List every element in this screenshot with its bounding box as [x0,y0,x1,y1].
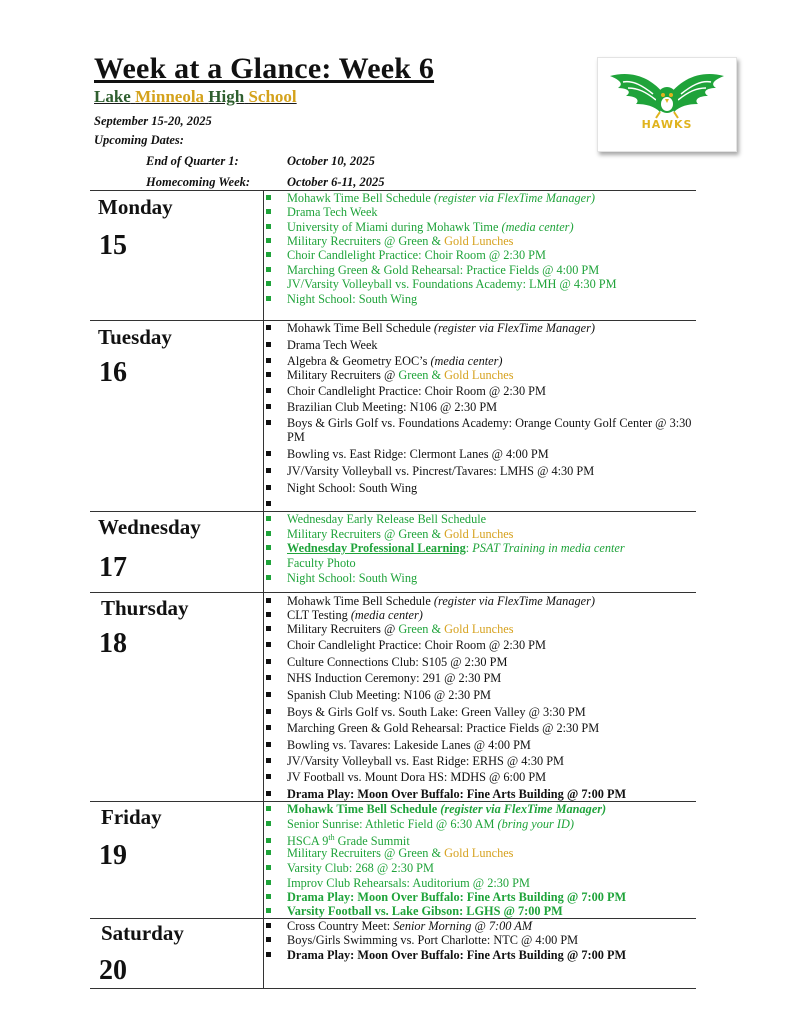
upcoming-label-homecoming: Homecoming Week: [146,175,251,189]
school-word: Minneola [135,87,205,106]
list-item: Varsity Football vs. Lake Gibson: LGHS @ 7:00 PM [266,904,686,918]
day-number-tuesday: 16 [99,357,127,388]
list-item: Military Recruiters @ Green & Gold Lunches [266,368,686,382]
row-divider [90,592,696,593]
school-word: School [248,87,297,106]
list-item: HSCA 9th Grade Summit [266,831,686,848]
list-item: Mohawk Time Bell Schedule (register via FlexTime Manager) [266,191,686,205]
day-name-saturday: Saturday [101,921,184,945]
list-item: Senior Sunrise: Athletic Field @ 6:30 AM (bring your ID) [266,817,686,831]
list-item: Drama Play: Moon Over Buffalo: Fine Arts Building @ 7:00 PM [266,787,686,801]
list-item: Mohawk Time Bell Schedule (register via FlexTime Manager) [266,321,686,335]
list-item: Algebra & Geometry EOC’s (media center) [266,354,686,368]
list-item: Marching Green & Gold Rehearsal: Practice Fields @ 2:30 PM [266,721,686,735]
upcoming-value-quarter: October 10, 2025 [287,154,375,168]
list-item: Boys & Girls Golf vs. Foundations Academy: Orange County Golf Center @ 3:30 PM [266,416,707,444]
list-item: Wednesday Early Release Bell Schedule [266,512,686,526]
list-item: Military Recruiters @ Green & Gold Lunches [266,234,686,248]
list-item: Mohawk Time Bell Schedule (register via FlexTime Manager) [266,802,686,816]
list-item: Cross Country Meet: Senior Morning @ 7:00 AM [266,919,686,933]
list-item: Bowling vs. East Ridge: Clermont Lanes @ 4:00 PM [266,447,686,461]
list-item: Drama Tech Week [266,205,686,219]
upcoming-value-homecoming: October 6-11, 2025 [287,175,385,189]
list-item: JV/Varsity Volleyball vs. Pincrest/Tavares: LMHS @ 4:30 PM [266,464,686,478]
day-number-saturday: 20 [99,955,127,986]
list-item: CLT Testing (media center) [266,608,686,622]
list-item: Culture Connections Club: S105 @ 2:30 PM [266,655,686,669]
list-item: Choir Candlelight Practice: Choir Room @ 2:30 PM [266,384,686,398]
list-item: Night School: South Wing [266,481,686,495]
list-item: JV/Varsity Volleyball vs. East Ridge: ERHS @ 4:30 PM [266,754,686,768]
logo-text: HAWKS [641,118,693,131]
list-item: Faculty Photo [266,556,686,570]
hawks-logo [597,57,737,152]
list-item: Military Recruiters @ Green & Gold Lunches [266,622,686,636]
row-divider [90,988,696,989]
day-name-thursday: Thursday [101,596,189,620]
school-word: High [208,87,245,106]
day-number-friday: 19 [99,840,127,871]
list-item: Military Recruiters @ Green & Gold Lunches [266,527,686,541]
list-item: JV/Varsity Volleyball vs. Foundations Academy: LMH @ 4:30 PM [266,277,686,291]
list-item: University of Miami during Mohawk Time (media center) [266,220,686,234]
list-item: Drama Play: Moon Over Buffalo: Fine Arts Building @ 7:00 PM [266,948,686,962]
list-item: JV Football vs. Mount Dora HS: MDHS @ 6:00 PM [266,770,686,784]
list-item: Military Recruiters @ Green & Gold Lunches [266,846,686,860]
upcoming-label: Upcoming Dates: [94,133,184,147]
list-item: Varsity Club: 268 @ 2:30 PM [266,861,686,875]
list-item-empty [266,497,686,511]
hawk-mascot-icon [598,58,736,151]
list-item: Improv Club Rehearsals: Auditorium @ 2:30 PM [266,876,686,890]
day-name-friday: Friday [101,805,162,829]
list-item: Night School: South Wing [266,571,686,585]
day-name-tuesday: Tuesday [98,325,172,349]
list-item: Night School: South Wing [266,292,686,306]
page-title: Week at a Glance: Week 6 [94,52,435,85]
date-range: September 15-20, 2025 [94,114,212,128]
list-item: Choir Candlelight Practice: Choir Room @ 2:30 PM [266,248,686,262]
day-name-wednesday: Wednesday [98,515,201,539]
day-number-monday: 15 [99,230,127,261]
list-item: NHS Induction Ceremony: 291 @ 2:30 PM [266,671,686,685]
school-word: Lake [94,87,131,106]
list-item: Boys & Girls Golf vs. South Lake: Green Valley @ 3:30 PM [266,705,686,719]
upcoming-label-quarter: End of Quarter 1: [146,154,239,168]
column-divider [263,190,264,989]
day-number-wednesday: 17 [99,552,127,583]
list-item: Wednesday Professional Learning: PSAT Training in media center [266,541,686,555]
school-name [94,87,297,107]
day-name-monday: Monday [98,195,173,219]
day-number-thursday: 18 [99,628,127,659]
list-item: Drama Tech Week [266,338,686,352]
list-item: Boys/Girls Swimming vs. Port Charlotte: NTC @ 4:00 PM [266,933,686,947]
list-item: Spanish Club Meeting: N106 @ 2:30 PM [266,688,686,702]
list-item: Bowling vs. Tavares: Lakeside Lanes @ 4:00 PM [266,738,686,752]
list-item: Brazilian Club Meeting: N106 @ 2:30 PM [266,400,686,414]
list-item: Drama Play: Moon Over Buffalo: Fine Arts Building @ 7:00 PM [266,890,686,904]
list-item: Mohawk Time Bell Schedule (register via FlexTime Manager) [266,594,686,608]
list-item: Choir Candlelight Practice: Choir Room @ 2:30 PM [266,638,686,652]
list-item: Marching Green & Gold Rehearsal: Practice Fields @ 4:00 PM [266,263,686,277]
